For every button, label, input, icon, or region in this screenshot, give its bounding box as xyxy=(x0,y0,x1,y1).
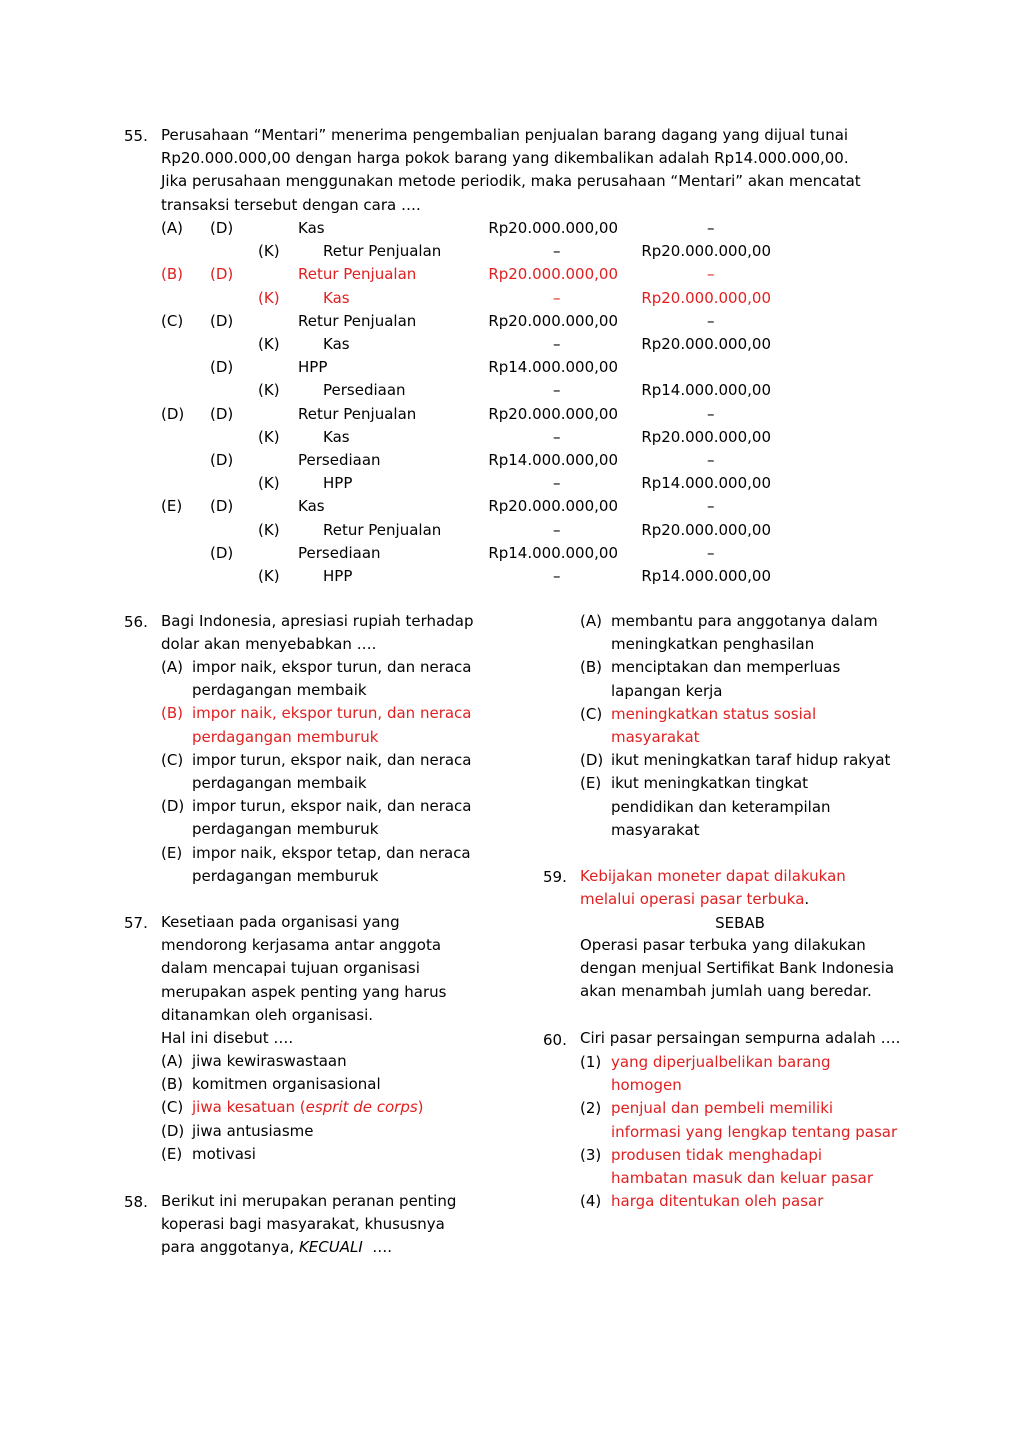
stem-line: koperasi bagi masyarakat, khususnya xyxy=(161,1215,445,1234)
journal-row xyxy=(0,403,900,426)
option-labels xyxy=(580,1051,601,1213)
debit-credit-marker: (D) xyxy=(210,311,234,330)
question-stem xyxy=(161,610,474,656)
statement-line: Kebijakan moneter dapat dilakukan xyxy=(580,867,846,885)
stem-line: mendorong kerjasama antar anggota xyxy=(161,936,442,955)
question-number: 59. xyxy=(543,868,567,886)
option-label: (B) xyxy=(161,1075,183,1094)
journal-table xyxy=(0,217,1024,589)
option-label: (B) xyxy=(161,265,183,284)
journal-row xyxy=(0,426,900,449)
option-texts xyxy=(192,1050,424,1166)
option-label: (D) xyxy=(580,751,604,770)
stem-line: para anggotanya, KECUALI …. xyxy=(161,1238,393,1257)
debit-amount: – xyxy=(553,427,561,446)
option-c-text: jiwa kesatuan (esprit de corps) xyxy=(192,1098,424,1117)
debit-amount: – xyxy=(553,520,561,539)
option-label: (D) xyxy=(161,797,185,816)
stem-line: Berikut ini merupakan peranan penting xyxy=(161,1192,457,1210)
account-name: Retur Penjualan xyxy=(298,265,417,284)
question-number: 55. xyxy=(124,127,148,145)
option-4-text: harga ditentukan oleh pasar xyxy=(611,1192,824,1211)
option-label: (D) xyxy=(161,404,185,423)
journal-row xyxy=(0,310,900,333)
question-stem xyxy=(161,124,861,217)
credit-amount: – xyxy=(707,451,715,469)
option-d-text: jiwa antusiasme xyxy=(192,1121,314,1140)
credit-amount: Rp14.000.000,00 xyxy=(641,381,771,400)
option-e-text: perdagangan memburuk xyxy=(192,866,379,885)
option-b-text: menciptakan dan memperluas xyxy=(611,658,841,677)
journal-row xyxy=(0,379,900,402)
debit-credit-marker: (K) xyxy=(258,335,280,353)
credit-amount: – xyxy=(707,497,715,516)
option-label: (B) xyxy=(161,704,183,723)
stem-line: dalam mencapai tujuan organisasi xyxy=(161,959,420,978)
debit-amount: Rp20.000.000,00 xyxy=(488,404,618,423)
option-label: (A) xyxy=(580,612,602,630)
debit-credit-marker: (D) xyxy=(210,451,234,469)
journal-row xyxy=(0,495,900,518)
option-e-text: masyarakat xyxy=(611,820,700,839)
journal-row xyxy=(0,472,900,495)
option-label: (C) xyxy=(580,704,603,723)
option-label: (B) xyxy=(580,658,602,677)
debit-credit-marker: (K) xyxy=(258,427,280,446)
option-b-text: perdagangan memburuk xyxy=(192,727,379,746)
debit-credit-marker: (K) xyxy=(258,474,280,493)
option-label: (E) xyxy=(161,1144,183,1163)
option-label: (C) xyxy=(161,311,184,330)
option-a-text: perdagangan membaik xyxy=(192,681,367,700)
journal-row xyxy=(0,333,900,356)
debit-credit-marker: (K) xyxy=(258,520,280,539)
journal-row xyxy=(0,449,900,472)
option-label: (C) xyxy=(161,750,184,769)
option-1-text: homogen xyxy=(611,1076,682,1095)
account-name: HPP xyxy=(323,474,353,493)
journal-row xyxy=(0,217,900,240)
account-name: Retur Penjualan xyxy=(298,311,417,330)
debit-amount: Rp20.000.000,00 xyxy=(488,497,618,516)
stem-line: merupakan aspek penting yang harus xyxy=(161,982,447,1001)
stem-line: Hal ini disebut …. xyxy=(161,1028,294,1047)
debit-credit-marker: (D) xyxy=(210,219,234,237)
account-name: Persediaan xyxy=(298,543,381,562)
option-e-text: motivasi xyxy=(192,1144,256,1163)
option-label: (E) xyxy=(580,774,602,793)
journal-row xyxy=(0,287,900,310)
debit-amount: – xyxy=(553,381,561,400)
statement-line: melalui operasi pasar terbuka. xyxy=(580,890,810,909)
stem-line: Rp20.000.000,00 dengan harga pokok barang yang dikembalikan adalah Rp14.000.000,00. xyxy=(161,149,849,168)
stem-line: Kesetiaan pada organisasi yang xyxy=(161,913,400,931)
credit-amount: Rp20.000.000,00 xyxy=(641,288,771,307)
debit-amount: Rp20.000.000,00 xyxy=(488,265,618,284)
option-d-text: perdagangan memburuk xyxy=(192,820,379,839)
option-c-text: masyarakat xyxy=(611,727,700,746)
option-label: (E) xyxy=(161,843,183,862)
credit-amount: – xyxy=(707,311,715,330)
account-name: Retur Penjualan xyxy=(298,404,417,423)
option-a-text: jiwa kewiraswastaan xyxy=(192,1052,347,1070)
debit-amount: – xyxy=(553,335,561,353)
option-texts xyxy=(611,1051,897,1213)
option-2-text: informasi yang lengkap tentang pasar xyxy=(611,1122,898,1141)
statement-line: Operasi pasar terbuka yang dilakukan xyxy=(580,936,866,954)
option-label: (A) xyxy=(161,1052,183,1070)
option-d-text: ikut meningkatkan taraf hidup rakyat xyxy=(611,751,891,770)
stem-line: ditanamkan oleh organisasi. xyxy=(161,1005,374,1024)
account-name: Persediaan xyxy=(298,451,381,469)
option-label: (3) xyxy=(580,1145,602,1164)
statement-2 xyxy=(580,934,894,1004)
credit-amount: – xyxy=(707,265,715,284)
statement-1 xyxy=(580,865,846,911)
journal-row xyxy=(0,519,900,542)
option-label: (A) xyxy=(161,219,183,237)
statement-line: dengan menjual Sertifikat Bank Indonesia xyxy=(580,959,895,978)
debit-amount: Rp20.000.000,00 xyxy=(488,311,618,330)
option-label: (1) xyxy=(580,1053,602,1071)
credit-amount: Rp20.000.000,00 xyxy=(641,520,771,539)
account-name: Kas xyxy=(298,497,325,516)
credit-amount: – xyxy=(707,404,715,423)
debit-amount: – xyxy=(553,567,561,585)
option-2-text: penjual dan pembeli memiliki xyxy=(611,1099,834,1118)
statement-line: akan menambah jumlah uang beredar. xyxy=(580,982,872,1001)
stem-line: Jika perusahaan menggunakan metode periodik, maka perusahaan “Mentari” akan mencatat xyxy=(161,172,861,191)
debit-credit-marker: (K) xyxy=(258,242,280,261)
journal-row xyxy=(0,240,900,263)
option-e-text: impor naik, ekspor tetap, dan neraca xyxy=(192,843,471,862)
question-number: 58. xyxy=(124,1193,148,1211)
connector-sebab: SEBAB xyxy=(715,914,765,932)
stem-line: Perusahaan “Mentari” menerima pengembalian penjualan barang dagang yang dijual tunai xyxy=(161,126,849,144)
account-name: Retur Penjualan xyxy=(323,520,442,539)
question-number: 56. xyxy=(124,613,148,631)
debit-credit-marker: (D) xyxy=(210,404,234,423)
option-labels xyxy=(161,1050,184,1166)
credit-amount: Rp20.000.000,00 xyxy=(641,242,771,261)
credit-amount: Rp14.000.000,00 xyxy=(641,567,771,585)
option-label: (C) xyxy=(161,1098,184,1117)
debit-amount: Rp14.000.000,00 xyxy=(488,358,618,377)
journal-row xyxy=(0,356,900,379)
debit-amount: Rp14.000.000,00 xyxy=(488,451,618,469)
account-name: HPP xyxy=(298,358,328,377)
option-c-text: impor turun, ekspor naik, dan neraca xyxy=(192,750,472,769)
account-name: Kas xyxy=(323,288,350,307)
option-c-text: perdagangan membaik xyxy=(192,773,367,792)
option-texts xyxy=(611,610,890,842)
option-a-text: impor naik, ekspor turun, dan neraca xyxy=(192,658,472,676)
account-name: Kas xyxy=(323,335,350,353)
journal-row xyxy=(0,565,900,588)
credit-amount: Rp14.000.000,00 xyxy=(641,474,771,493)
debit-credit-marker: (D) xyxy=(210,265,234,284)
debit-credit-marker: (K) xyxy=(258,381,280,400)
account-name: Retur Penjualan xyxy=(323,242,442,261)
debit-credit-marker: (K) xyxy=(258,288,280,307)
option-e-text: pendidikan dan keterampilan xyxy=(611,797,831,816)
debit-amount: – xyxy=(553,242,561,261)
option-a-text: membantu para anggotanya dalam xyxy=(611,612,878,630)
question-number: 57. xyxy=(124,914,148,932)
debit-amount: Rp14.000.000,00 xyxy=(488,543,618,562)
option-label: (D) xyxy=(161,1121,185,1140)
debit-amount: Rp20.000.000,00 xyxy=(488,219,618,237)
credit-amount: – xyxy=(707,219,715,237)
journal-row xyxy=(0,263,900,286)
option-labels xyxy=(580,610,603,796)
option-e-text: ikut meningkatkan tingkat xyxy=(611,774,809,793)
debit-amount: – xyxy=(553,288,561,307)
stem-line: transaksi tersebut dengan cara …. xyxy=(161,195,421,214)
account-name: Persediaan xyxy=(323,381,406,400)
option-b-text: impor naik, ekspor turun, dan neraca xyxy=(192,704,472,723)
option-b-text: lapangan kerja xyxy=(611,681,723,700)
question-number: 60. xyxy=(543,1031,567,1049)
debit-credit-marker: (D) xyxy=(210,543,234,562)
option-label: (4) xyxy=(580,1192,602,1211)
account-name: Kas xyxy=(323,427,350,446)
option-labels xyxy=(161,656,184,865)
option-b-text: komitmen organisasional xyxy=(192,1075,381,1094)
account-name: Kas xyxy=(298,219,325,237)
option-label: (A) xyxy=(161,658,183,676)
option-label: (2) xyxy=(580,1099,602,1118)
option-d-text: impor turun, ekspor naik, dan neraca xyxy=(192,797,472,816)
credit-amount: Rp20.000.000,00 xyxy=(641,427,771,446)
stem-line: dolar akan menyebabkan …. xyxy=(161,635,377,654)
account-name: HPP xyxy=(323,567,353,585)
debit-amount: – xyxy=(553,474,561,493)
stem-line: Bagi Indonesia, apresiasi rupiah terhadap xyxy=(161,612,474,630)
credit-amount: – xyxy=(707,543,715,562)
option-texts xyxy=(192,656,472,888)
question-stem xyxy=(161,1190,456,1260)
option-label: (E) xyxy=(161,497,183,516)
option-3-text: produsen tidak menghadapi xyxy=(611,1145,823,1164)
question-stem xyxy=(161,911,446,1050)
option-1-text: yang diperjualbelikan barang xyxy=(611,1053,831,1071)
debit-credit-marker: (K) xyxy=(258,567,280,585)
journal-row xyxy=(0,542,900,565)
debit-credit-marker: (D) xyxy=(210,497,234,516)
debit-credit-marker: (D) xyxy=(210,358,234,377)
option-3-text: hambatan masuk dan keluar pasar xyxy=(611,1168,874,1187)
option-c-text: meningkatkan status sosial xyxy=(611,704,817,723)
credit-amount: Rp20.000.000,00 xyxy=(641,335,771,353)
question-stem: Ciri pasar persaingan sempurna adalah …. xyxy=(580,1029,901,1047)
option-a-text: meningkatkan penghasilan xyxy=(611,635,815,654)
